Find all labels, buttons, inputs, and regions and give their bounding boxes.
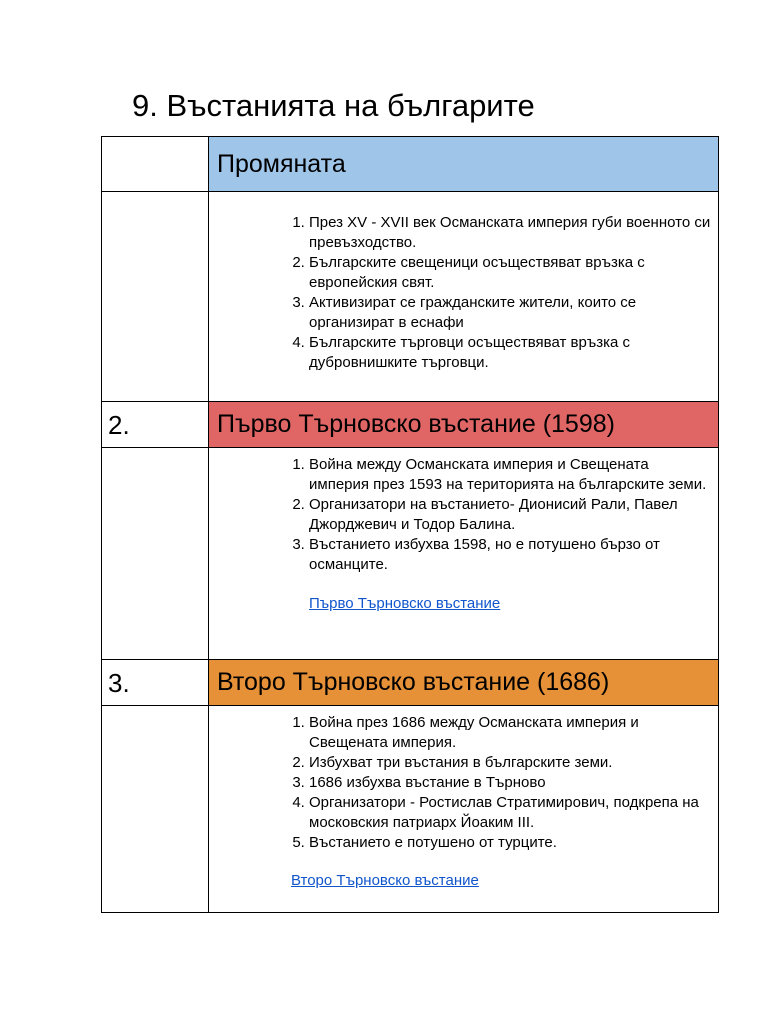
list-item: 3. Въстанието избухва 1598, но е потушено бързо от османците. <box>309 535 712 575</box>
first-tarnovo-uprising-link[interactable]: Първо Търновско въстание <box>309 595 501 612</box>
section-body-cell <box>209 706 719 913</box>
section-heading-cell <box>209 137 719 192</box>
list-item: 4. Българските търговци осъществяват връзка с дубровнишките търговци. <box>309 333 712 373</box>
list-item: 2. Организатори на въстанието- Дионисий Рали, Павел Джорджевич и Тодор Балина. <box>309 495 712 535</box>
section-number-cell <box>102 402 209 448</box>
section-body-cell <box>209 192 719 402</box>
list-item: 3. Активизират се гражданските жители, които се организират в еснафи <box>309 293 712 333</box>
list-item: 3. 1686 избухва въстание в Търново <box>309 773 712 793</box>
empty-cell <box>102 192 209 402</box>
list-item: 4. Организатори - Ростислав Стратимирович, подкрепа на московския патриарх Йоаким III. <box>309 793 712 833</box>
section-heading: Промяната <box>217 149 346 178</box>
section-number-cell <box>102 660 209 706</box>
section-list <box>209 192 718 373</box>
section-number: 2. <box>108 410 130 440</box>
list-item: 1. Война между Османската империя и Свещената империя през 1593 на територията на българските земи. <box>309 455 712 495</box>
section-number <box>102 137 208 145</box>
section-number-cell <box>102 137 209 192</box>
section-heading-cell <box>209 660 719 706</box>
empty-cell <box>102 706 209 913</box>
section-heading-cell <box>209 402 719 448</box>
section-header-row <box>102 660 719 706</box>
section-heading: Второ Търновско въстание (1686) <box>217 668 610 696</box>
list-item: 1. През XV - XVII век Османската империя губи военното си превъзходство. <box>309 213 712 253</box>
list-item: 5. Въстанието е потушено от турците. <box>309 833 712 853</box>
section-list <box>209 706 718 853</box>
section-body-row <box>102 448 719 660</box>
section-heading: Първо Търновско въстание (1598) <box>217 410 615 438</box>
section-body-row <box>102 192 719 402</box>
section-number: 3. <box>108 668 130 698</box>
section-body-cell <box>209 448 719 660</box>
list-item: 2. Избухват три въстания в българските земи. <box>309 753 712 773</box>
section-list <box>209 448 718 575</box>
list-item: 1. Война през 1686 между Османската империя и Свещената империя. <box>309 713 712 753</box>
empty-cell <box>102 448 209 660</box>
section-body-row <box>102 706 719 913</box>
uprisings-table <box>101 136 719 913</box>
second-tarnovo-uprising-link[interactable]: Второ Търновско въстание <box>291 872 479 889</box>
page-title: 9. Въстанията на българите <box>132 88 535 123</box>
list-item: 2. Българските свещеници осъществяват връзка с европейския свят. <box>309 253 712 293</box>
section-header-row <box>102 402 719 448</box>
section-header-row <box>102 137 719 192</box>
